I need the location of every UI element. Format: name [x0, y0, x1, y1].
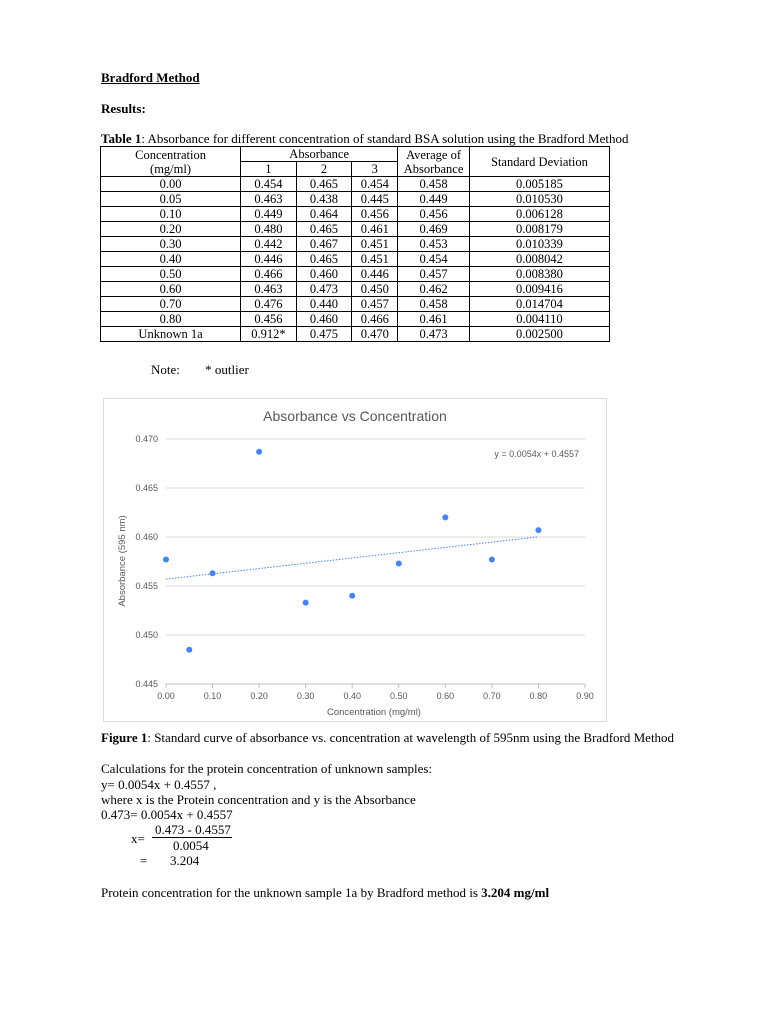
x-tick-label: 0.20 [250, 691, 268, 701]
x-tick-label: 0.00 [157, 691, 175, 701]
chart-gridlines [166, 439, 585, 684]
table-cell-conc: 0.05 [101, 192, 241, 207]
table-cell-sd: 0.009416 [469, 282, 609, 297]
table-cell-a2: 0.440 [296, 297, 352, 312]
header-average-line2: Absorbance [403, 161, 464, 176]
table-cell-sd: 0.010339 [469, 237, 609, 252]
x-tick-label: 0.50 [390, 691, 408, 701]
table-cell-conc: 0.80 [101, 312, 241, 327]
header-rep-1: 1 [241, 162, 297, 177]
table-cell-a2: 0.465 [296, 222, 352, 237]
table-cell-sd: 0.010530 [469, 192, 609, 207]
header-average-line1: Average of [406, 147, 462, 162]
table-cell-avg: 0.449 [398, 192, 470, 207]
note-text: * outlier [205, 362, 249, 377]
y-tick-label: 0.455 [135, 581, 158, 591]
table-cell-a3: 0.470 [352, 327, 398, 342]
table-cell-a2: 0.465 [296, 177, 352, 192]
calc-x-label: x= [131, 831, 145, 846]
table-row [101, 192, 610, 207]
table-cell-avg: 0.461 [398, 312, 470, 327]
table-cell-a1: 0.480 [241, 222, 297, 237]
table-cell-sd: 0.002500 [469, 327, 609, 342]
data-point [256, 449, 262, 455]
chart-title: Absorbance vs Concentration [263, 408, 447, 424]
table-cell-conc: 0.20 [101, 222, 241, 237]
table-cell-avg: 0.473 [398, 327, 470, 342]
header-rep-3: 3 [352, 162, 398, 177]
data-point [163, 557, 169, 563]
data-point [396, 560, 402, 566]
table-cell-a2: 0.467 [296, 237, 352, 252]
table-cell-sd: 0.004110 [469, 312, 609, 327]
table-row [101, 267, 610, 282]
table-cell-a3: 0.456 [352, 207, 398, 222]
results-table [100, 146, 610, 342]
figure-caption [101, 730, 674, 746]
table-cell-a3: 0.445 [352, 192, 398, 207]
y-tick-label: 0.465 [135, 483, 158, 493]
table-cell-a2: 0.473 [296, 282, 352, 297]
conclusion-value: 3.204 mg/ml [481, 885, 550, 900]
table-cell-a3: 0.454 [352, 177, 398, 192]
note [151, 362, 249, 378]
calc-where: where x is the Protein concentration and y is the Absorbance [101, 792, 416, 807]
conclusion [101, 885, 549, 901]
table-cell-a1: 0.442 [241, 237, 297, 252]
table-row [101, 207, 610, 222]
x-tick-label: 0.80 [529, 691, 548, 701]
table-cell-sd: 0.006128 [469, 207, 609, 222]
table-cell-a2: 0.475 [296, 327, 352, 342]
table-cell-a3: 0.446 [352, 267, 398, 282]
table-row [101, 237, 610, 252]
table-cell-conc: 0.30 [101, 237, 241, 252]
table-caption-label: Table 1 [101, 131, 142, 146]
header-average [398, 147, 470, 177]
table-cell-avg: 0.458 [398, 297, 470, 312]
table-header-row [101, 147, 610, 162]
calc-equals: = [140, 853, 148, 868]
figure-caption-label: Figure 1 [101, 730, 148, 745]
chart-container [103, 398, 607, 722]
data-point [442, 514, 448, 520]
table-cell-a3: 0.451 [352, 252, 398, 267]
table-caption [101, 131, 629, 147]
table-cell-a1: 0.463 [241, 282, 297, 297]
trendline [166, 537, 538, 579]
calc-denominator: 0.0054 [173, 838, 209, 853]
table-cell-avg: 0.457 [398, 267, 470, 282]
table-row [101, 282, 610, 297]
table-cell-conc: 0.60 [101, 282, 241, 297]
table-cell-a1: 0.463 [241, 192, 297, 207]
table-cell-avg: 0.453 [398, 237, 470, 252]
data-point [535, 527, 541, 533]
chart-axes [135, 434, 593, 701]
data-point [186, 647, 192, 653]
chart-trendline-group [166, 537, 538, 579]
table-cell-a1: 0.446 [241, 252, 297, 267]
table-cell-avg: 0.458 [398, 177, 470, 192]
document-heading: Bradford Method [101, 70, 200, 85]
table-cell-a2: 0.464 [296, 207, 352, 222]
table-cell-sd: 0.008380 [469, 267, 609, 282]
results-label: Results: [101, 101, 146, 116]
table-cell-avg: 0.469 [398, 222, 470, 237]
x-tick-label: 0.60 [436, 691, 455, 701]
header-std: Standard Deviation [469, 147, 609, 177]
table-row [101, 327, 610, 342]
table-cell-a2: 0.460 [296, 267, 352, 282]
calc-substituted: 0.473= 0.0054x + 0.4557 [101, 807, 233, 822]
table-row [101, 312, 610, 327]
data-point [489, 557, 495, 563]
y-axis-label: Absorbance (595 nm) [117, 515, 128, 607]
table-cell-conc: 0.10 [101, 207, 241, 222]
table-cell-a3: 0.451 [352, 237, 398, 252]
table-cell-a1: 0.466 [241, 267, 297, 282]
calc-equation: y= 0.0054x + 0.4557 , [101, 777, 217, 792]
table-cell-avg: 0.462 [398, 282, 470, 297]
table-row [101, 252, 610, 267]
table-cell-sd: 0.008179 [469, 222, 609, 237]
calc-intro: Calculations for the protein concentration of unknown samples: [101, 761, 433, 776]
header-rep-2: 2 [296, 162, 352, 177]
x-axis-label: Concentration (mg/ml) [327, 707, 421, 718]
table-cell-a1: 0.449 [241, 207, 297, 222]
table-cell-conc: 0.70 [101, 297, 241, 312]
header-concentration-line2: (mg/ml) [150, 161, 192, 176]
table-cell-sd: 0.008042 [469, 252, 609, 267]
chart-points [163, 449, 541, 653]
x-tick-label: 0.10 [203, 691, 222, 701]
x-tick-label: 0.90 [576, 691, 594, 701]
y-tick-label: 0.450 [135, 630, 158, 640]
table-cell-a1: 0.476 [241, 297, 297, 312]
table-cell-conc: 0.40 [101, 252, 241, 267]
table-cell-a3: 0.461 [352, 222, 398, 237]
table-cell-sd: 0.014704 [469, 297, 609, 312]
data-point [210, 570, 216, 576]
table-cell-a3: 0.450 [352, 282, 398, 297]
data-point [303, 600, 309, 606]
table-cell-a1: 0.912* [241, 327, 297, 342]
y-tick-label: 0.445 [135, 679, 158, 689]
y-tick-label: 0.470 [135, 434, 158, 444]
table-cell-a2: 0.465 [296, 252, 352, 267]
data-point [349, 593, 355, 599]
table-cell-a3: 0.466 [352, 312, 398, 327]
table-cell-a1: 0.454 [241, 177, 297, 192]
y-tick-label: 0.460 [135, 532, 158, 542]
table-caption-text: : Absorbance for different concentration of standard BSA solution using the Bradford Method [141, 131, 629, 146]
table-cell-a1: 0.456 [241, 312, 297, 327]
table-cell-conc: 0.00 [101, 177, 241, 192]
note-label: Note: [151, 362, 180, 377]
conclusion-text: Protein concentration for the unknown sample 1a by Bradford method is [101, 885, 482, 900]
calc-result: 3.204 [170, 853, 200, 868]
table-cell-conc: Unknown 1a [101, 327, 241, 342]
table-cell-a2: 0.438 [296, 192, 352, 207]
trendline-equation: y = 0.0054x + 0.4557 [494, 449, 579, 459]
table-cell-conc: 0.50 [101, 267, 241, 282]
table-row [101, 177, 610, 192]
table-cell-avg: 0.456 [398, 207, 470, 222]
table-cell-a2: 0.460 [296, 312, 352, 327]
scatter-chart [104, 399, 606, 721]
header-absorbance: Absorbance [241, 147, 398, 162]
table-row [101, 297, 610, 312]
header-concentration [101, 147, 241, 177]
header-concentration-line1: Concentration [135, 147, 206, 162]
x-tick-label: 0.30 [296, 691, 315, 701]
x-tick-label: 0.70 [483, 691, 501, 701]
table-cell-a3: 0.457 [352, 297, 398, 312]
table-cell-avg: 0.454 [398, 252, 470, 267]
figure-caption-text: : Standard curve of absorbance vs. concentration at wavelength of 595nm using the Bradford Method [147, 730, 675, 745]
table-cell-sd: 0.005185 [469, 177, 609, 192]
table-row [101, 222, 610, 237]
x-tick-label: 0.40 [343, 691, 361, 701]
calc-numerator: 0.473 - 0.4557 [155, 822, 231, 837]
